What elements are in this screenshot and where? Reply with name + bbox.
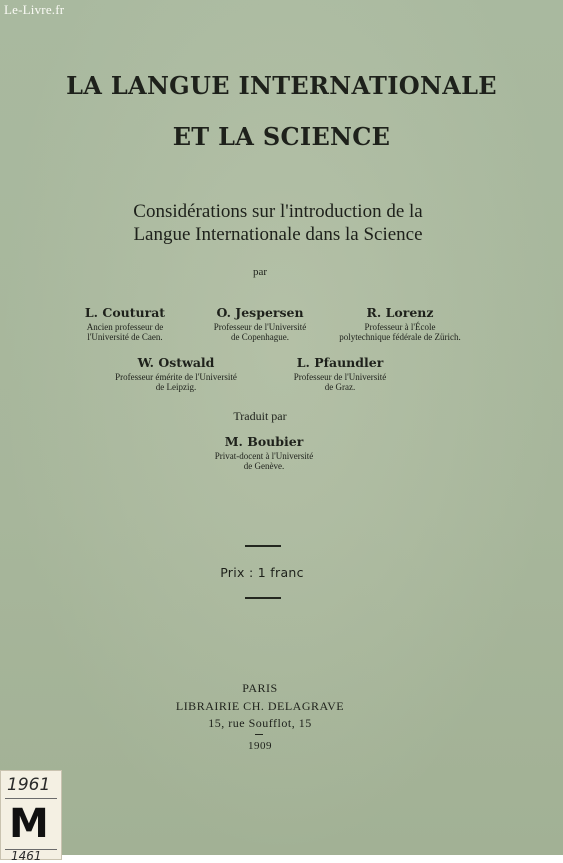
library-number: 1961 bbox=[7, 775, 51, 795]
imprint-divider bbox=[255, 734, 263, 735]
label-rule bbox=[5, 798, 57, 799]
author-title-1: Professeur à l'École bbox=[364, 322, 436, 332]
author-title-1: Professeur émérite de l'Université bbox=[115, 372, 237, 382]
watermark: Le-Livre.fr bbox=[4, 2, 65, 17]
author-ostwald bbox=[92, 355, 260, 392]
author-couturat bbox=[60, 305, 190, 342]
subtitle bbox=[0, 200, 520, 246]
author-title-2: polytechnique fédérale de Zürich. bbox=[339, 332, 461, 342]
title-line-2: ET LA SCIENCE bbox=[172, 122, 391, 151]
divider-top bbox=[245, 545, 281, 547]
title-line-1: LA LANGUE INTERNATIONALE bbox=[66, 71, 497, 100]
author-title-1: Professeur de l'Université bbox=[293, 372, 387, 382]
author-title-2: de Graz. bbox=[324, 382, 356, 392]
divider-bottom bbox=[245, 597, 281, 599]
translator-title-2: de Genève. bbox=[243, 461, 285, 471]
author-pfaundler bbox=[270, 355, 410, 392]
author-jespersen bbox=[195, 305, 325, 342]
library-letter: M bbox=[9, 801, 49, 847]
imprint-publisher: LIBRAIRIE CH. DELAGRAVE bbox=[175, 699, 345, 713]
translator-title-1: Privat-docent à l'Université bbox=[214, 451, 314, 461]
author-title-2: l'Université de Caen. bbox=[87, 332, 163, 342]
subtitle-line-1: Considérations sur l'introduction de la bbox=[133, 201, 423, 222]
imprint-city: PARIS bbox=[242, 681, 278, 695]
author-name: W. Ostwald bbox=[137, 355, 215, 370]
library-number-2: 1461 bbox=[11, 849, 42, 863]
author-name: R. Lorenz bbox=[366, 305, 434, 320]
author-name: O. Jespersen bbox=[216, 305, 304, 320]
author-lorenz bbox=[330, 305, 470, 342]
author-title-1: Professeur de l'Université bbox=[213, 322, 307, 332]
author-name: L. Pfaundler bbox=[296, 355, 384, 370]
translator-boubier bbox=[184, 434, 344, 471]
par-label: par bbox=[252, 266, 268, 278]
author-name: L. Couturat bbox=[84, 305, 166, 320]
price-label: Prix : 1 franc bbox=[220, 565, 304, 580]
imprint-year: 1909 bbox=[248, 740, 272, 752]
imprint-address: 15, rue Soufflot, 15 bbox=[208, 716, 312, 730]
author-title-2: de Leipzig. bbox=[155, 382, 197, 392]
author-title-1: Ancien professeur de bbox=[86, 322, 164, 332]
subtitle-line-2: Langue Internationale dans la Science bbox=[133, 224, 423, 245]
translated-by-label: Traduit par bbox=[233, 409, 287, 423]
translator-name: M. Boubier bbox=[224, 434, 304, 449]
library-label bbox=[0, 770, 62, 863]
author-title-2: de Copenhague. bbox=[231, 332, 289, 342]
